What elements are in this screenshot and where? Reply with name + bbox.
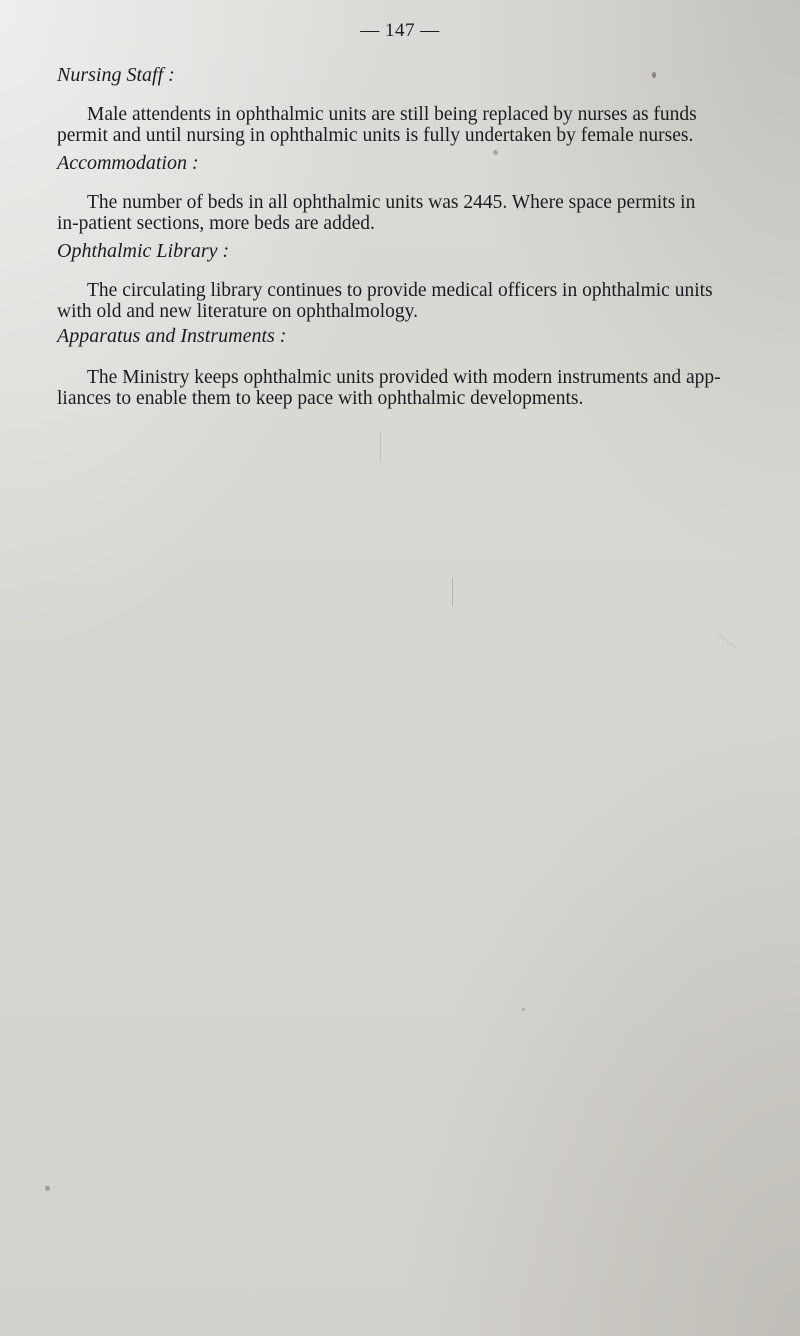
heading-apparatus-instruments: Apparatus and Instruments : <box>57 325 287 347</box>
heading-nursing-staff: Nursing Staff : <box>57 64 175 86</box>
paragraph-ophthalmic-library <box>57 280 763 322</box>
paper-scratch <box>380 432 381 462</box>
paper-speck <box>45 1186 50 1191</box>
heading-ophthalmic-library: Ophthalmic Library : <box>57 240 230 262</box>
paragraph-accommodation <box>57 192 763 234</box>
paper-speck <box>522 1008 525 1011</box>
paper-speck <box>652 72 656 78</box>
page-number: — 147 — <box>360 20 440 41</box>
paper-speck <box>493 150 498 155</box>
paragraph-line: The circulating library continues to provide medical officers in ophthalmic units <box>87 280 713 301</box>
paragraph-line: permit and until nursing in ophthalmic units is fully undertaken by female nurses. <box>57 125 694 146</box>
paragraph-line: with old and new literature on ophthalmology. <box>57 301 419 322</box>
paragraph-line: in-patient sections, more beds are added. <box>57 213 375 234</box>
paragraph-nursing-staff <box>57 104 763 146</box>
paper-scratch <box>452 578 453 606</box>
paragraph-line: The Ministry keeps ophthalmic units provided with modern instruments and app- <box>87 367 721 388</box>
paragraph-line: Male attendents in ophthalmic units are still being replaced by nurses as funds <box>87 104 697 125</box>
heading-accommodation: Accommodation : <box>57 152 199 174</box>
paragraph-line: liances to enable them to keep pace with ophthalmic developments. <box>57 388 584 409</box>
paragraph-line: The number of beds in all ophthalmic units was 2445. Where space permits in <box>87 192 696 213</box>
paper-scratch <box>718 633 735 648</box>
paragraph-apparatus-instruments <box>57 367 763 409</box>
